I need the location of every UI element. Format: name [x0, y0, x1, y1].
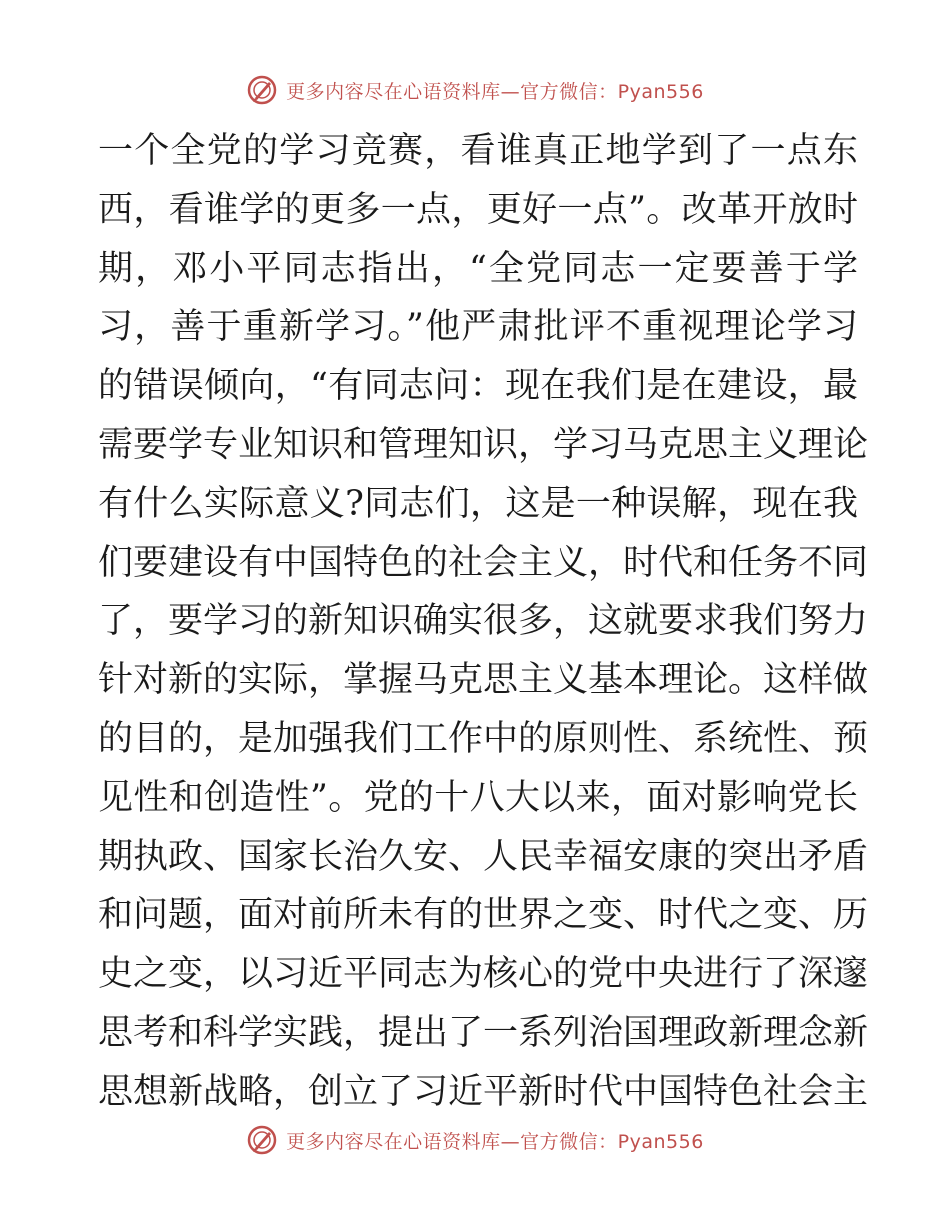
text-line: 史之变，以习近平同志为核心的党中央进行了深邃: [98, 954, 869, 995]
pen-logo-icon: [246, 1124, 278, 1156]
text-line: 期，邓小平同志指出，“全党同志一定要善于学: [98, 248, 858, 289]
text-line: 习，善于重新学习。”他严肃批评不重视理论学习: [98, 307, 858, 348]
header-watermark: [0, 70, 950, 110]
text-line: 有什么实际意义?同志们，这是一种误解，现在我: [98, 483, 858, 524]
text-line: 期执政、国家长治久安、人民幸福安康的突出矛盾: [98, 836, 869, 877]
footer-watermark: [0, 1120, 950, 1160]
text-line: 和问题，面对前所未有的世界之变、时代之变、历: [98, 895, 869, 936]
text-line: 需要学专业知识和管理知识，学习马克思主义理论: [98, 424, 869, 465]
text-line: 们要建设有中国特色的社会主义，时代和任务不同: [98, 542, 869, 583]
text-line: 思想新战略，创立了习近平新时代中国特色社会主: [98, 1071, 869, 1112]
text-line: 的错误倾向，“有同志问：现在我们是在建设，最: [98, 366, 858, 407]
text-line: 了，要学习的新知识确实很多，这就要求我们努力: [98, 601, 869, 642]
text-line: 一个全党的学习竞赛，看谁真正地学到了一点东: [98, 131, 858, 171]
text-line: 西，看谁学的更多一点，更好一点”。改革开放时: [98, 189, 858, 230]
text-line: 的目的，是加强我们工作中的原则性、系统性、预: [98, 718, 869, 759]
watermark-text: 更多内容尽在心语资料库—官方微信：Pyan556: [286, 80, 704, 103]
text-line: 思考和科学实践，提出了一系列治国理政新理念新: [98, 1012, 869, 1053]
watermark-text: 更多内容尽在心语资料库—官方微信：Pyan556: [286, 1130, 704, 1153]
document-body: [98, 122, 869, 1122]
pen-logo-icon: [246, 74, 278, 106]
text-line: 见性和创造性”。党的十八大以来，面对影响党长: [98, 777, 858, 818]
text-line: 针对新的实际，掌握马克思主义基本理论。这样做: [98, 660, 869, 701]
